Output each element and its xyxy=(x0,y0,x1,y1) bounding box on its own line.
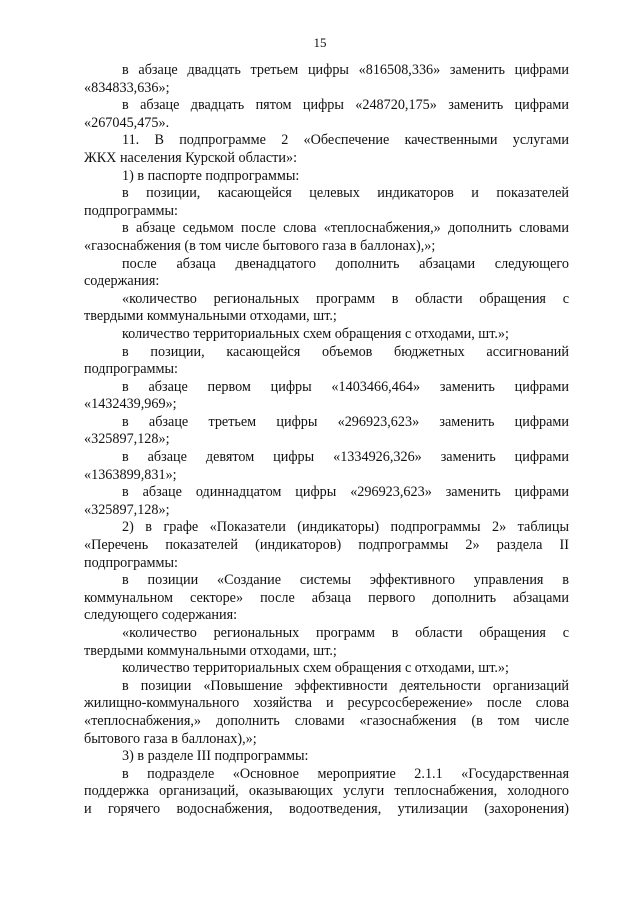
text-line: коммунальном секторе» после абзаца первого дополнить абзацами xyxy=(84,589,569,606)
text-line: «теплоснабжения,» дополнить словами «газоснабжения (в том числе xyxy=(84,712,569,729)
text-line: жилищно-коммунального хозяйства и ресурсосбережение» после слова xyxy=(84,695,569,712)
text-line: в позиции, касающейся целевых индикаторов и показателей xyxy=(122,185,569,202)
text-line: «1432439,969»; xyxy=(84,396,177,413)
text-line: «834833,636»; xyxy=(84,79,170,96)
text-line: в абзаце одиннадцатом цифры «296923,623» заменить цифрами xyxy=(122,484,569,501)
text-line: 3) в разделе III подпрограммы: xyxy=(122,748,309,765)
text-line: «газоснабжения (в том числе бытового газа в баллонах),»; xyxy=(84,237,436,254)
text-line: количество территориальных схем обращения с отходами, шт.»; xyxy=(122,325,509,342)
text-line: «267045,475». xyxy=(84,114,170,131)
text-line: «325897,128»; xyxy=(84,501,170,518)
text-line: в позиции, касающейся объемов бюджетных ассигнований xyxy=(122,343,569,360)
text-line: 2) в графе «Показатели (индикаторы) подпрограммы 2» таблицы xyxy=(122,519,569,536)
text-line: твердыми коммунальными отходами, шт.; xyxy=(84,642,337,659)
text-line: в позиции «Создание системы эффективного управления в xyxy=(122,572,569,589)
text-line: в абзаце седьмом после слова «теплоснабжения,» дополнить словами xyxy=(122,220,569,237)
text-line: в абзаце двадцать третьем цифры «816508,336» заменить цифрами xyxy=(122,62,569,78)
text-line: в абзаце девятом цифры «1334926,326» заменить цифрами xyxy=(122,449,569,466)
text-line: в подразделе «Основное мероприятие 2.1.1 «Государственная xyxy=(122,765,569,782)
text-line: подпрограммы: xyxy=(84,361,178,378)
text-line: подпрограммы: xyxy=(84,202,178,219)
text-line: 1) в паспорте подпрограммы: xyxy=(122,167,300,184)
text-line: в абзаце двадцать пятом цифры «248720,175» заменить цифрами xyxy=(122,97,569,114)
text-line: подпрограммы: xyxy=(84,554,178,571)
page-number: 15 xyxy=(313,35,327,50)
text-line: «325897,128»; xyxy=(84,431,170,448)
text-line: содержания: xyxy=(84,273,160,290)
text-line: 11. В подпрограмме 2 «Обеспечение качественными услугами xyxy=(122,132,569,149)
text-line: бытового газа в баллонах),»; xyxy=(84,730,257,747)
text-line: в абзаце первом цифры «1403466,464» заменить цифрами xyxy=(122,378,569,395)
text-line: ЖКХ населения Курской области»: xyxy=(84,149,298,166)
text-line: следующего содержания: xyxy=(84,607,238,624)
text-line: в позиции «Повышение эффективности деятельности организаций xyxy=(122,677,569,694)
text-line: «Перечень показателей (индикаторов) подпрограммы 2» раздела II xyxy=(84,537,569,554)
text-line: количество территориальных схем обращения с отходами, шт.»; xyxy=(122,660,509,677)
text-line: после абзаца двенадцатого дополнить абзацами следующего xyxy=(122,255,569,272)
text-line: «1363899,831»; xyxy=(84,466,177,483)
text-line: «количество региональных программ в области обращения с xyxy=(122,290,569,307)
text-line: поддержка организаций, оказывающих услуги теплоснабжения, холодного xyxy=(84,783,569,800)
text-line: и горячего водоснабжения, водоотведения, утилизации (захоронения) xyxy=(84,800,569,817)
document-body xyxy=(84,62,569,819)
text-line: «количество региональных программ в области обращения с xyxy=(122,625,569,641)
text-line: в абзаце третьем цифры «296923,623» заменить цифрами xyxy=(122,413,569,430)
text-line: твердыми коммунальными отходами, шт.; xyxy=(84,308,337,325)
